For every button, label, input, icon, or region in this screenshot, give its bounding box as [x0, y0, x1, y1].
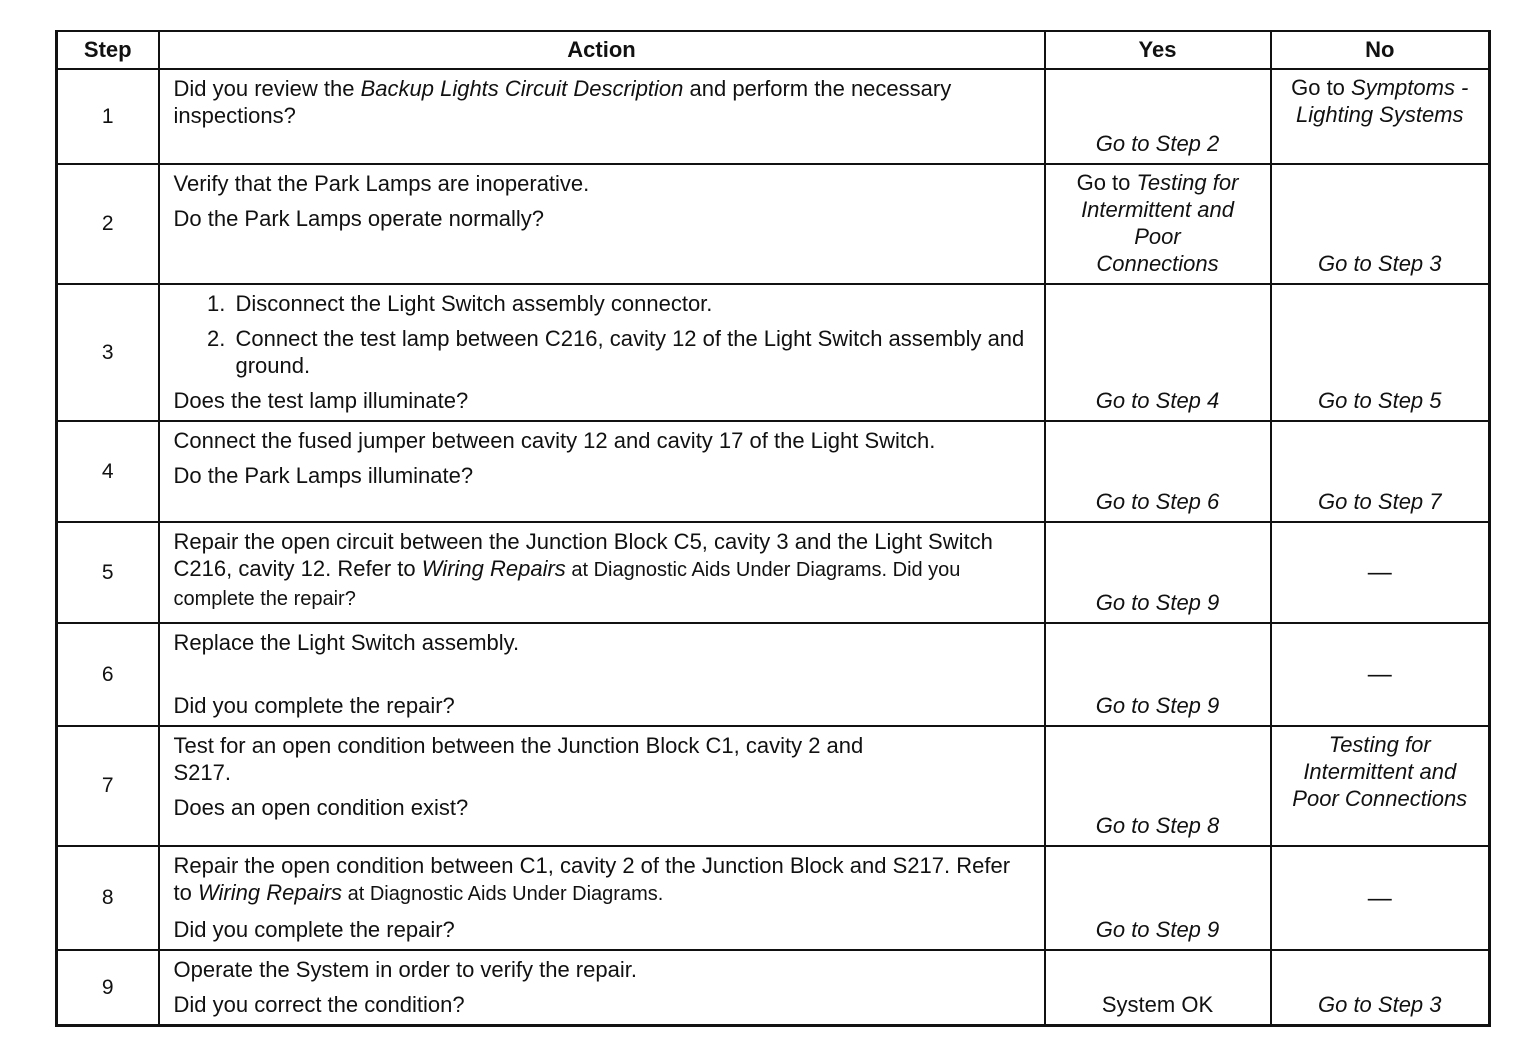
action-text: Repair the open circuit between the Junction Block C5, cavity 3 and the Light Switch C216, cavity 12. Refer to Wiring Repairs at Diagnostic Aids Under Diagrams. Did you complete the repair?	[173, 529, 993, 610]
step-number: 2	[57, 164, 159, 284]
action-cell	[159, 522, 1045, 623]
action-cell	[159, 623, 1045, 726]
no-cell: Go to Step 5	[1271, 284, 1490, 421]
table-row	[57, 726, 1490, 846]
action-question: Does an open condition exist?	[173, 795, 469, 820]
step-number: 1	[57, 69, 159, 164]
action-text: Replace the Light Switch assembly.	[173, 630, 520, 655]
yes-cell: Go to Testing for Intermittent and Poor Connections	[1045, 164, 1271, 284]
action-text: Repair the open condition between C1, cavity 2 of the Junction Block and S217. Refer to Wiring Repairs at Diagnostic Aids Under Diagrams.	[173, 853, 1011, 905]
header-yes: Yes	[1045, 31, 1271, 69]
yes-cell: Go to Step 9	[1045, 522, 1271, 623]
action-text: Operate the System in order to verify the repair.	[173, 957, 637, 982]
table-row	[57, 846, 1490, 950]
step-number: 9	[57, 950, 159, 1026]
table-row	[57, 284, 1490, 421]
action-cell	[159, 846, 1045, 950]
yes-cell: Go to Step 2	[1045, 69, 1271, 164]
no-cell: —	[1271, 522, 1490, 623]
action-text: Verify that the Park Lamps are inoperative.	[173, 171, 590, 196]
diagnostic-table	[55, 30, 1491, 1027]
action-question: Do the Park Lamps illuminate?	[173, 463, 474, 488]
action-question: Did you correct the condition?	[173, 992, 465, 1017]
table-row	[57, 950, 1490, 1026]
step-number: 4	[57, 421, 159, 522]
action-cell	[159, 950, 1045, 1026]
action-text: Did you review the Backup Lights Circuit Description and perform the necessary inspections?	[173, 76, 952, 128]
action-cell	[159, 421, 1045, 522]
action-text: Connect the fused jumper between cavity 12 and cavity 17 of the Light Switch.	[173, 428, 936, 453]
no-cell: —	[1271, 623, 1490, 726]
list-item: 2. Connect the test lamp between C216, cavity 12 of the Light Switch assembly and ground.	[232, 325, 1034, 379]
table-row	[57, 164, 1490, 284]
action-cell	[159, 726, 1045, 846]
table-row	[57, 522, 1490, 623]
action-question: Does the test lamp illuminate?	[173, 388, 469, 413]
yes-cell: Go to Step 9	[1045, 846, 1271, 950]
yes-cell: Go to Step 4	[1045, 284, 1271, 421]
action-question: Do the Park Lamps operate normally?	[173, 206, 545, 231]
action-question: Did you complete the repair?	[173, 917, 455, 942]
no-cell: Go to Step 7	[1271, 421, 1490, 522]
header-action: Action	[159, 31, 1045, 69]
step-number: 8	[57, 846, 159, 950]
action-cell	[159, 284, 1045, 421]
table-row	[57, 421, 1490, 522]
header-row	[57, 31, 1490, 69]
action-cell	[159, 69, 1045, 164]
header-no: No	[1271, 31, 1490, 69]
step-number: 6	[57, 623, 159, 726]
yes-cell: Go to Step 8	[1045, 726, 1271, 846]
list-item: 1. Disconnect the Light Switch assembly connector.	[232, 290, 1034, 317]
action-list	[174, 290, 1034, 379]
action-text: Test for an open condition between the Junction Block C1, cavity 2 and S217.	[173, 733, 864, 785]
no-cell: Testing for Intermittent and Poor Connections	[1271, 726, 1490, 846]
no-cell: Go to Symptoms - Lighting Systems	[1271, 69, 1490, 164]
no-cell: Go to Step 3	[1271, 950, 1490, 1026]
yes-cell: Go to Step 6	[1045, 421, 1271, 522]
table-row	[57, 623, 1490, 726]
step-number: 5	[57, 522, 159, 623]
header-step: Step	[57, 31, 159, 69]
yes-cell: Go to Step 9	[1045, 623, 1271, 726]
step-number: 3	[57, 284, 159, 421]
table-row	[57, 69, 1490, 164]
action-question: Did you complete the repair?	[173, 693, 455, 718]
step-number: 7	[57, 726, 159, 846]
no-cell: Go to Step 3	[1271, 164, 1490, 284]
no-cell: —	[1271, 846, 1490, 950]
yes-cell: System OK	[1045, 950, 1271, 1026]
action-cell	[159, 164, 1045, 284]
